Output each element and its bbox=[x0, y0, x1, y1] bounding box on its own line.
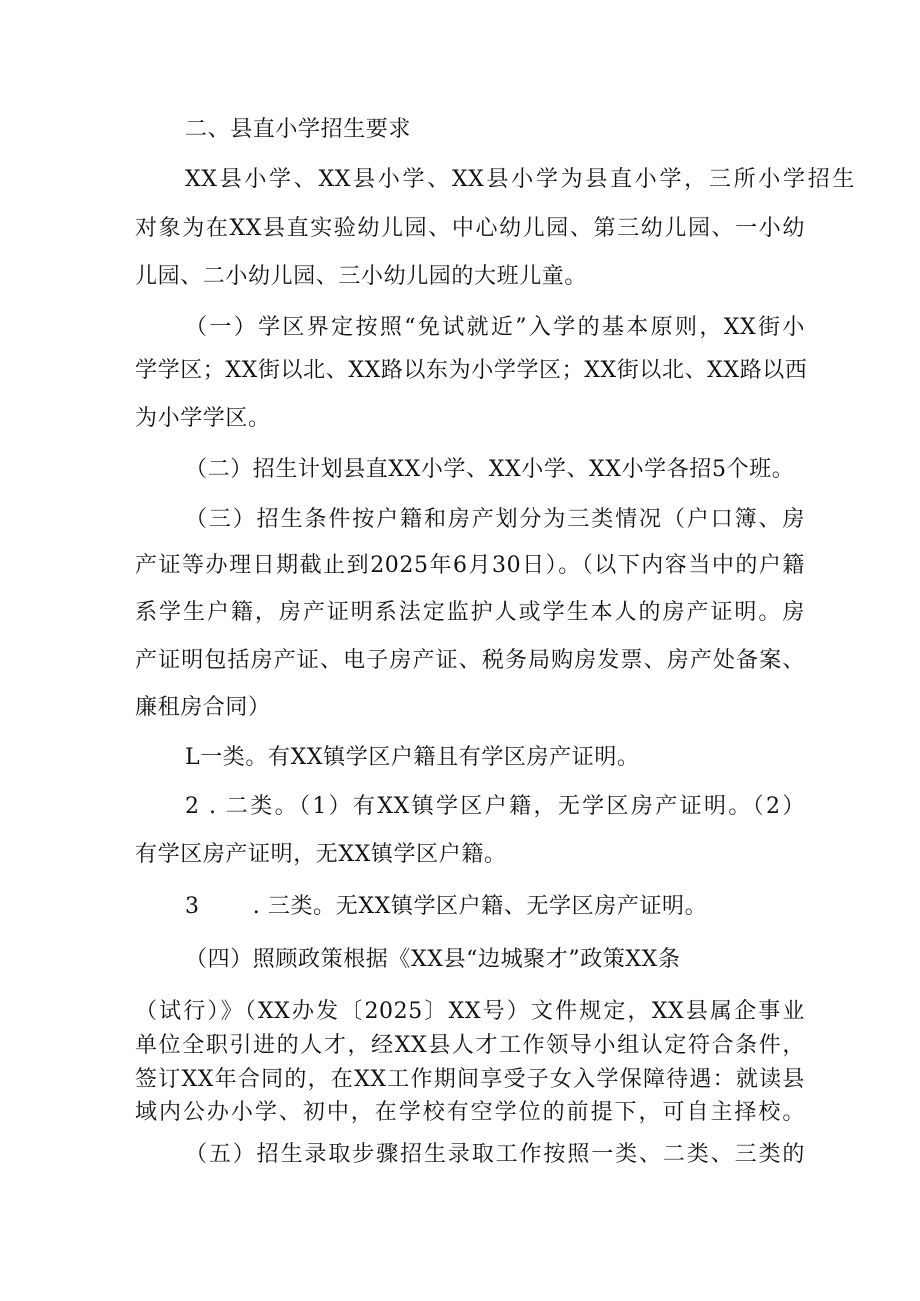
paragraph-line: （二）招生计划县直XX小学、XX小学、XX小学各招5个班。 bbox=[185, 457, 795, 482]
paragraph-line: XX县小学、XX县小学、XX县小学为县直小学，三所小学招生 bbox=[185, 167, 855, 192]
paragraph-line: （一）学区界定按照“免试就近”入学的基本原则，XX街小 bbox=[185, 315, 805, 340]
paragraph-line: 儿园、二小幼儿园、三小幼儿园的大班儿童。 bbox=[135, 264, 588, 289]
paragraph-line: （三）招生条件按户籍和房产划分为三类情况（户口簿、房 bbox=[185, 507, 805, 532]
list-item: 3 . 三类。无XX镇学区户籍、无学区房产证明。 bbox=[185, 894, 708, 919]
section-heading: 二、县直小学招生要求 bbox=[185, 117, 412, 142]
paragraph-line: （试行）》（XX办发〔2025〕XX号）文件规定，XX县属企事业 bbox=[135, 999, 805, 1024]
paragraph-line: 为小学学区。 bbox=[135, 406, 271, 431]
paragraph-line: 学学区；XX街以北、XX路以东为小学学区；XX街以北、XX路以西 bbox=[135, 358, 808, 383]
paragraph-line: 产证明包括房产证、电子房产证、税务局购房发票、房产处备案、 bbox=[135, 648, 805, 673]
paragraph-line: 域内公办小学、初中，在学校有空学位的前提下，可自主择校。 bbox=[135, 1100, 805, 1125]
paragraph-line: 系学生户籍，房产证明系法定监护人或学生本人的房产证明。房 bbox=[135, 600, 805, 625]
list-item: L一类。有XX镇学区户籍且有学区房产证明。 bbox=[185, 745, 640, 770]
paragraph-line: 签订XX年合同的，在XX工作期间享受子女入学保障待遇：就读县 bbox=[135, 1067, 805, 1092]
paragraph-line: 产证等办理日期截止到2025年6月30日）。（以下内容当中的户籍 bbox=[135, 553, 805, 578]
paragraph-line: 有学区房产证明，无XX镇学区户籍。 bbox=[135, 842, 507, 867]
list-item: 2 . 二类。（1）有XX镇学区户籍，无学区房产证明。（2） bbox=[185, 794, 805, 819]
paragraph-line: 单位全职引进的人才，经XX县人才工作领导小组认定符合条件， bbox=[135, 1033, 805, 1058]
paragraph-line: 对象为在XX县直实验幼儿园、中心幼儿园、第三幼儿园、一小幼 bbox=[135, 216, 805, 241]
paragraph-line: （四）照顾政策根据《XX县“边城聚才”政策XX条 bbox=[185, 947, 681, 972]
paragraph-line: （五）招生录取步骤招生录取工作按照一类、二类、三类的 bbox=[185, 1142, 805, 1167]
paragraph-line: 廉租房合同） bbox=[135, 695, 271, 720]
